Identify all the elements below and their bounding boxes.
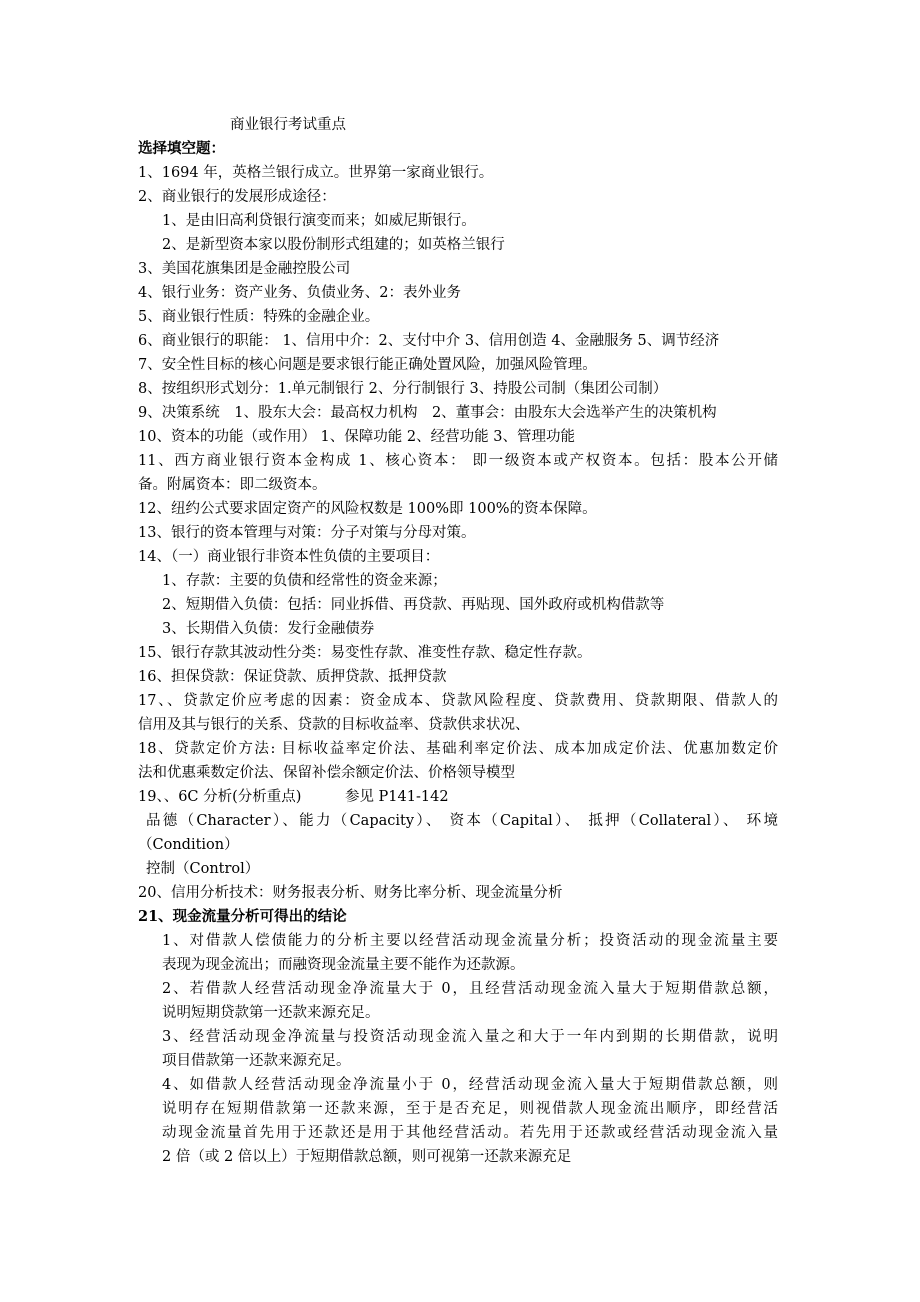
item-2: 2、商业银行的发展形成途径：: [138, 189, 336, 205]
item-7: 7、安全性目标的核心问题是要求银行能正确处置风险，加强风险管理。: [138, 357, 597, 373]
item-5: 5、商业银行性质：特殊的金融企业。: [138, 309, 380, 325]
item-21-heading: 21、现金流量分析可得出的结论: [138, 908, 347, 925]
item-4: 4、银行业务：资产业务、负债业务、2：表外业务: [138, 285, 461, 301]
item-21-sub-1-line-1: 1、对借款人偿债能力的分析主要以经营活动现金流量分析；投资活动的现金流量主要: [162, 933, 778, 949]
item-21-sub-2-line-1: 2、若借款人经营活动现金净流量大于 0，且经营活动现金流入量大于短期借款总额，: [162, 981, 778, 997]
item-14-sub-1: 1、存款：主要的负债和经常性的资金来源；: [162, 573, 447, 589]
item-14: 14、（一）商业银行非资本性负债的主要项目：: [138, 549, 440, 565]
item-20: 20、信用分析技术：财务报表分析、财务比率分析、现金流量分析: [138, 885, 563, 901]
item-11-line-2: 备。附属资本：即二级资本。: [138, 477, 327, 493]
item-6: 6、商业银行的职能： 1、信用中介：2、支付中介 3、信用创造 4、金融服务 5、调节经济: [138, 333, 720, 349]
item-2-sub-2: 2、是新型资本家以股份制形式组建的；如英格兰银行: [162, 237, 505, 253]
document-body: [138, 113, 778, 1169]
item-15: 15、银行存款其波动性分类：易变性存款、准变性存款、稳定性存款。: [138, 645, 592, 661]
item-18-line-2: 法和优惠乘数定价法、保留补偿余额定价法、价格领导模型: [138, 765, 515, 781]
item-9: 9、决策系统 1、股东大会：最高权力机构 2、董事会：由股东大会选举产生的决策机构: [138, 405, 717, 421]
item-19-line-1: 品德（Character）、能力（Capacity）、 资本（Capital）、 抵押（Collateral）、 环境: [146, 813, 778, 829]
item-1: 1、1694 年，英格兰银行成立。世界第一家商业银行。: [138, 165, 494, 181]
item-13: 13、银行的资本管理与对策：分子对策与分母对策。: [138, 525, 476, 541]
document-title: 商业银行考试重点: [230, 117, 346, 133]
item-17-line-2: 信用及其与银行的关系、贷款的目标收益率、贷款供求状况、: [138, 717, 530, 733]
item-10: 10、资本的功能（或作用） 1、保障功能 2、经营功能 3、管理功能: [138, 429, 575, 445]
item-14-sub-3: 3、长期借入负债：发行金融债券: [162, 621, 375, 637]
item-8: 8、按组织形式划分：1.单元制银行 2、分行制银行 3、持股公司制（集团公司制）: [138, 381, 668, 397]
item-19-line-3: 控制（Control）: [146, 861, 260, 877]
item-21-sub-4-line-1: 4、如借款人经营活动现金净流量小于 0，经营活动现金流入量大于短期借款总额，则: [162, 1077, 778, 1093]
item-18-line-1: 18、贷款定价方法: 目标收益率定价法、基础利率定价法、成本加成定价法、优惠加数定价: [138, 741, 778, 757]
item-21-sub-2-line-2: 说明短期贷款第一还款来源充足。: [162, 1005, 380, 1021]
item-12: 12、纽约公式要求固定资产的风险权数是 100%即 100%的资本保障。: [138, 501, 597, 517]
item-21-sub-4-line-2: 说明存在短期借款第一还款来源，至于是否充足，则视借款人现金流出顺序，即经营活: [162, 1101, 778, 1117]
item-19-line-2: （Condition）: [138, 837, 239, 853]
item-21-sub-3-line-2: 项目借款第一还款来源充足。: [162, 1053, 351, 1069]
item-11-line-1: 11、西方商业银行资本金构成 1、核心资本： 即一级资本或产权资本。包括：股本公开储: [138, 453, 778, 469]
item-16: 16、担保贷款：保证贷款、质押贷款、抵押贷款: [138, 669, 447, 685]
item-21-sub-4-line-4: 2 倍（或 2 倍以上）于短期借款总额，则可视第一还款来源充足: [162, 1149, 572, 1165]
item-17-line-1: 17、、贷款定价应考虑的因素：资金成本、贷款风险程度、贷款费用、贷款期限、借款人的: [138, 693, 778, 709]
item-21-sub-1-line-2: 表现为现金流出；而融资现金流量主要不能作为还款源。: [162, 957, 525, 973]
item-21-sub-3-line-1: 3、经营活动现金净流量与投资活动现金流入量之和大于一年内到期的长期借款，说明: [162, 1029, 778, 1045]
item-21-sub-4-line-3: 动现金流量首先用于还款还是用于其他经营活动。若先用于还款或经营活动现金流入量: [162, 1125, 778, 1141]
item-3: 3、美国花旗集团是金融控股公司: [138, 261, 351, 277]
item-2-sub-1: 1、是由旧高利贷银行演变而来；如威尼斯银行。: [162, 213, 476, 229]
section-heading: 选择填空题：: [138, 140, 225, 157]
item-19: 19、、6C 分析(分析重点) 参见 P141-142: [138, 789, 449, 805]
item-14-sub-2: 2、短期借入负债：包括：同业拆借、再贷款、再贴现、国外政府或机构借款等: [162, 597, 665, 613]
